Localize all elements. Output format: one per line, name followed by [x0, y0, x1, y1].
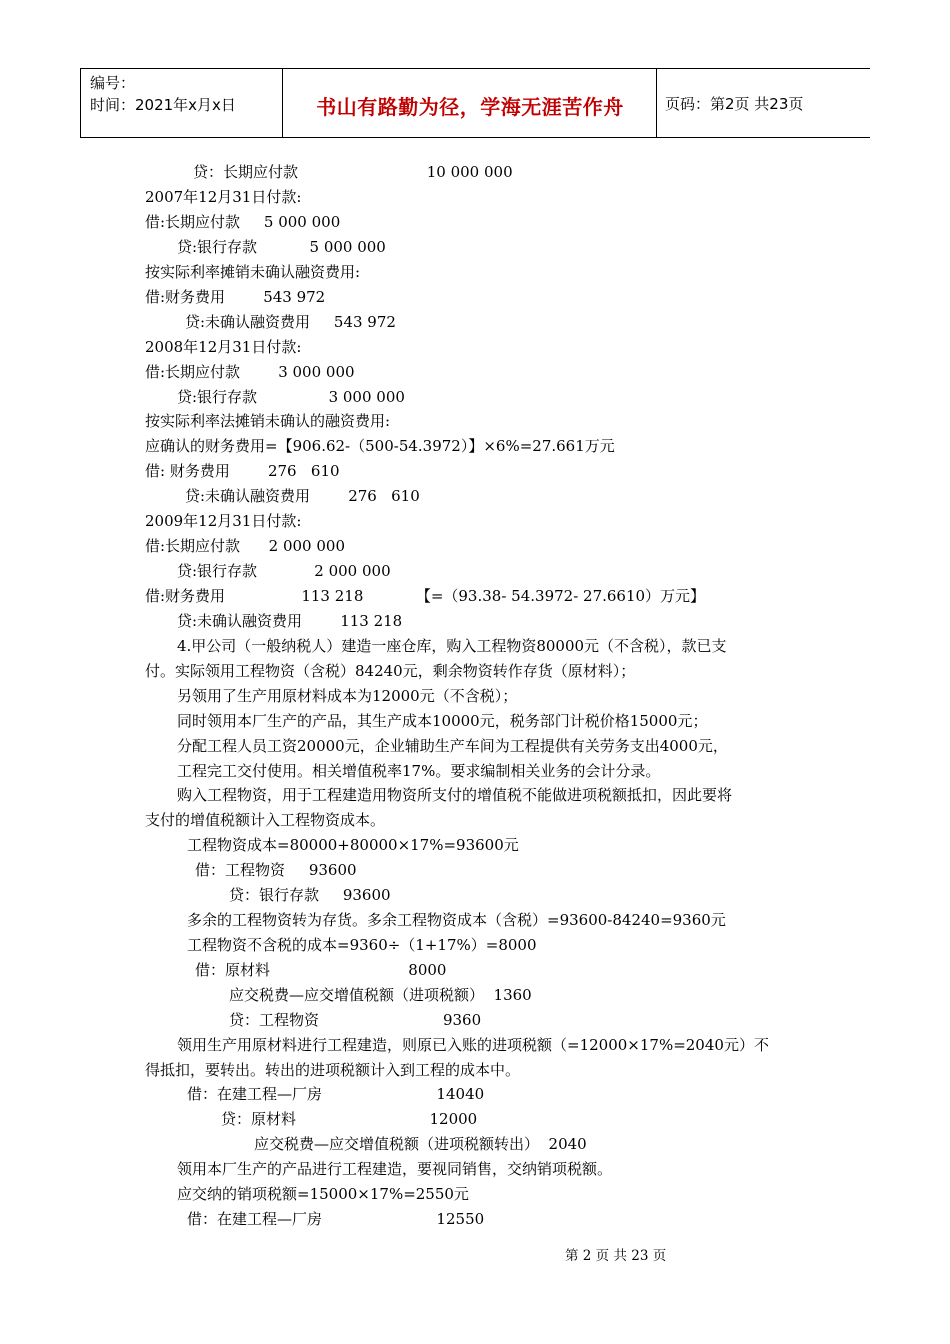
header-motto: 书山有路勤为径，学海无涯苦作舟 — [316, 95, 624, 119]
text-line: 贷：工程物资 9360 — [229, 1011, 482, 1029]
text-line: 得抵扣，要转出。转出的进项税额计入到工程的成本中。 — [145, 1061, 521, 1079]
text-line: 应交税费—应交增值税额（进项税额） 1360 — [229, 986, 532, 1004]
text-line: 2008年12月31日付款: — [145, 338, 302, 356]
text-line: 贷:未确认融资费用 543 972 — [185, 313, 396, 331]
header-border-left — [80, 69, 81, 137]
text-line: 按实际利率摊销未确认融资费用: — [145, 263, 361, 281]
header-left-cell — [90, 72, 236, 116]
text-line: 借:长期应付款 3 000 000 — [145, 363, 355, 381]
text-line: 工程物资不含税的成本=9360÷（1+17%）=8000 — [187, 936, 537, 954]
text-line: 贷：原材料 12000 — [221, 1110, 478, 1128]
text-line: 贷：银行存款 93600 — [229, 886, 391, 904]
text-line: 领用生产用原材料进行工程建造，则原已入账的进项税额（=12000×17%=2040元）不 — [177, 1036, 769, 1054]
text-line: 2009年12月31日付款: — [145, 512, 302, 530]
text-line: 贷:未确认融资费用 113 218 — [177, 612, 403, 630]
text-line: 借：原材料 8000 — [195, 961, 447, 979]
text-line: 4.甲公司（一般纳税人）建造一座仓库，购入工程物资80000元（不含税），款已支 — [177, 637, 727, 655]
text-line: 借:长期应付款 5 000 000 — [145, 213, 341, 231]
time-label: 时间：2021年x月x日 — [90, 96, 236, 114]
text-line: 工程物资成本=80000+80000×17%=93600元 — [187, 836, 519, 854]
text-line: 贷:银行存款 3 000 000 — [177, 388, 405, 406]
text-line: 应交纳的销项税额=15000×17%=2550元 — [177, 1185, 469, 1203]
text-line: 借：工程物资 93600 — [195, 861, 357, 879]
text-line: 分配工程人员工资20000元，企业辅助生产车间为工程提供有关劳务支出4000元， — [177, 737, 728, 755]
text-line: 贷:未确认融资费用 276 610 — [185, 487, 420, 505]
text-line: 应交税费—应交增值税额（进项税额转出） 2040 — [254, 1135, 587, 1153]
text-line: 按实际利率法摊销未确认的融资费用: — [145, 412, 391, 430]
text-line: 借：在建工程—厂房 14040 — [187, 1085, 485, 1103]
header-page-info: 页码：第2页 共23页 — [665, 95, 804, 113]
text-line: 付。实际领用工程物资（含税）84240元，剩余物资转作存货（原材料）； — [145, 662, 636, 680]
text-line: 购入工程物资，用于工程建造用物资所支付的增值税不能做进项税额抵扣，因此要将 — [177, 786, 733, 804]
text-line: 领用本厂生产的产品进行工程建造，要视同销售，交纳销项税额。 — [177, 1160, 613, 1178]
number-label: 编号： — [90, 74, 136, 92]
text-line: 借:长期应付款 2 000 000 — [145, 537, 346, 555]
page-footer: 第 2 页 共 23 页 — [565, 1248, 667, 1264]
text-line: 工程完工交付使用。相关增值税率17%。要求编制相关业务的会计分录。 — [177, 762, 661, 780]
text-line: 支付的增值税额计入工程物资成本。 — [145, 811, 386, 829]
text-line: 2007年12月31日付款: — [145, 188, 302, 206]
text-line: 应确认的财务费用=【906.62-（500-54.3972）】×6%=27.661万元 — [145, 437, 615, 455]
text-line: 另领用了生产用原材料成本为12000元（不含税）； — [177, 687, 518, 705]
text-line: 借：在建工程—厂房 12550 — [187, 1210, 485, 1228]
header-table — [80, 68, 870, 138]
text-line: 借:财务费用 543 972 — [145, 288, 326, 306]
text-line: 贷:银行存款 2 000 000 — [177, 562, 391, 580]
text-line: 贷：长期应付款 10 000 000 — [193, 163, 513, 181]
text-line: 借:财务费用 113 218 【=（93.38- 54.3972- 27.6610）万元】 — [145, 587, 706, 605]
text-line: 借: 财务费用 276 610 — [145, 462, 340, 480]
text-line: 贷:银行存款 5 000 000 — [177, 238, 386, 256]
text-line: 同时领用本厂生产的产品，其生产成本10000元，税务部门计税价格15000元； — [177, 712, 708, 730]
text-line: 多余的工程物资转为存货。多余工程物资成本（含税）=93600-84240=9360元 — [187, 911, 726, 929]
